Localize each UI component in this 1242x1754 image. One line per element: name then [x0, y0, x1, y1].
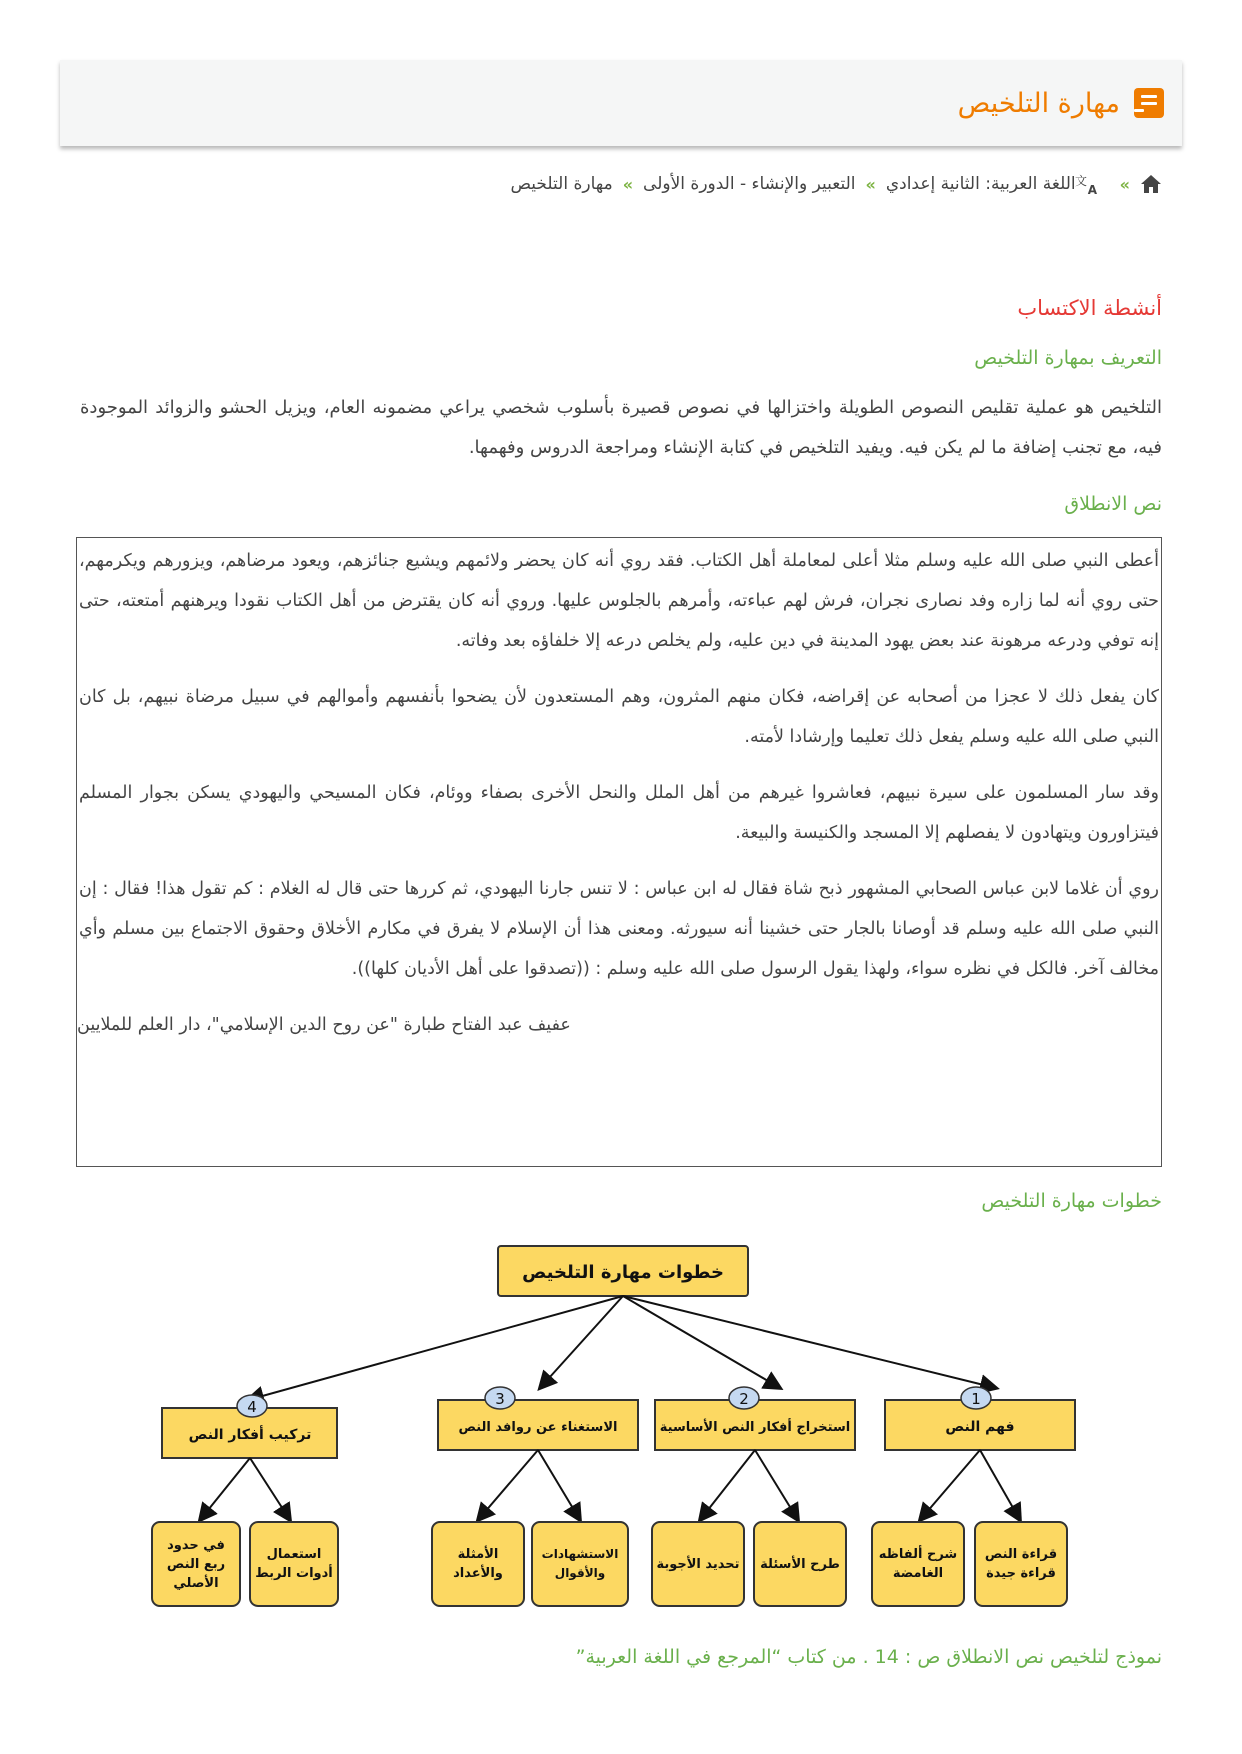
step-label-1: فهم النص [945, 1419, 1015, 1435]
step-number-3: 3 [495, 1390, 505, 1408]
quote-paragraph: أعطى النبي صلى الله عليه وسلم مثلا أعلى لمعاملة أهل الكتاب. فقد روي أنه كان يحضر ولائمهم ويشيع جنائزهم، ويعود مرضاهم، ويزورهم ويكرمهم، حتى روي أنه لما زاره وفد نصارى نجران، فرش لهم عباءته، وأمرهم بالجلوس عليها. وروي أنه كان يقترض من أهل الكتاب نقودا ويرهنهم أمتعته، حتى إنه توفي ودرعه مرهونة عند بعض يهود المدينة في دين عليه، ولم يخلص درعه إلا خلفاؤه بعد وفاته. [79, 551, 1159, 651]
home-icon[interactable] [1140, 174, 1162, 194]
diagram-arrow [755, 1450, 798, 1520]
diagram-arrow [700, 1450, 755, 1520]
page-header [60, 60, 1182, 146]
diagram-arrow [248, 1296, 623, 1400]
child-label: طرح الأسئلة [760, 1556, 840, 1572]
page-title: مهارة التلخيص [957, 87, 1120, 119]
step-number-4: 4 [247, 1398, 257, 1416]
child-label: تحديد الأجوبة [656, 1556, 740, 1572]
breadcrumb-separator: » [1119, 174, 1130, 194]
breadcrumb-separator: » [622, 174, 634, 194]
diagram-arrow [478, 1450, 538, 1520]
definition-paragraph: التلخيص هو عملية تقليص النصوص الطويلة واختزالها في نصوص قصيرة بأسلوب شخصي يراعي مضمونه العام، ويزيل الحشو والزوائد الموجودة فيه، مع تجنب إضافة ما لم يكن فيه. ويفيد التلخيص في كتابة الإنشاء ومراجعة الدروس وفهمها. [80, 397, 1162, 458]
diagram-arrow [540, 1296, 623, 1388]
child-label: استعمال أدوات الربط [255, 1547, 333, 1581]
diagram-arrow [200, 1458, 250, 1520]
svg-text:A: A [1087, 183, 1097, 197]
step-number-2: 2 [739, 1390, 749, 1408]
diagram-arrow [980, 1450, 1020, 1520]
quote-source: عفيف عبد الفتاح طبارة "عن روح الدين الإسلامي"، دار العلم للملايين [77, 1015, 571, 1035]
quote-paragraph: وقد سار المسلمون على سيرة نبيهم، فعاشروا غيرهم من أهل الملل والنحل الأخرى بصفاء ووئام، فكان المسيحي واليهودي يسكن بجوار المسلم فيتزاورون ويتهادون لا يفصلهم إلا المسجد والكنيسة والبيعة. [79, 783, 1159, 843]
diagram-arrow [623, 1296, 996, 1388]
child-label: في حدود ربع النص الأصلي [166, 1537, 226, 1591]
translate-icon [1074, 173, 1110, 197]
diagram-arrow [250, 1458, 290, 1520]
step-number-1: 1 [971, 1390, 981, 1408]
acquisition-heading: أنشطة الاكتساب [1017, 296, 1162, 320]
article-icon [1134, 88, 1164, 118]
diagram-arrow [623, 1296, 780, 1388]
svg-text:文: 文 [1074, 174, 1087, 188]
quote-paragraph: كان يفعل ذلك لا عجزا من أصحابه عن إقراضه، فكان منهم المثرون، وهم المستعدون لأن يضحوا بأنفسهم وأموالهم في سبيل مرضاة نبيهم، بل كان النبي صلى الله عليه وسلم يفعل ذلك تعليما وإرشادا لأمته. [79, 687, 1159, 747]
breadcrumb-item-grade[interactable]: اللغة العربية: الثانية إعدادي [885, 174, 1076, 194]
step-label-3: الاستغناء عن روافد النص [458, 1420, 618, 1435]
start-text-box [76, 537, 1162, 1167]
breadcrumb-item-current: مهارة التلخيص [510, 174, 613, 194]
child-label: الاستشهادات والأقوال [541, 1547, 619, 1580]
diagram-arrow [920, 1450, 980, 1520]
quote-paragraph: روي أن غلاما لابن عباس الصحابي المشهور ذبح شاة فقال له ابن عباس : لا تنس جارنا اليهودي، ثم كررها حتى قال له الغلام : كم تقول هذا! فقال : إن النبي صلى الله عليه وسلم قد أوصانا بالجار حتى خشينا أنه سيورثه. ومعنى هذا أن الإسلام لا يفرق في مكارم الأخلاق وحقوق الاجتماع بين مسلم وأي مخالف آخر. فالكل في نظره سواء، ولهذا يقول الرسول صلى الله عليه وسلم : ((تصدقوا على أهل الأديان كلها)). [79, 879, 1159, 979]
steps-diagram [140, 1240, 1100, 1620]
start-text-heading: نص الانطلاق [1064, 493, 1162, 515]
model-summary-link[interactable]: نموذج لتلخيص نص الانطلاق ص : 14 . من كتاب “المرجع في اللغة العربية” [575, 1646, 1162, 1668]
child-label: قراءة النص قراءة جيدة [984, 1547, 1058, 1581]
breadcrumb [510, 166, 1162, 202]
step-label-4: تركيب أفكار النص [188, 1427, 312, 1443]
step-label-2: استخراج أفكار النص الأساسية [659, 1420, 851, 1435]
child-label: شرح ألفاظه الغامضة [878, 1547, 958, 1581]
diagram-arrow [538, 1450, 580, 1520]
child-label: الأمثلة والأعداد [453, 1547, 503, 1581]
breadcrumb-separator: » [865, 174, 876, 194]
definition-heading: التعريف بمهارة التلخيص [974, 347, 1162, 369]
steps-heading: خطوات مهارة التلخيص [981, 1190, 1162, 1212]
breadcrumb-item-unit[interactable]: التعبير والإنشاء - الدورة الأولى [643, 174, 856, 194]
diagram-root-label: خطوات مهارة التلخيص [522, 1262, 724, 1283]
